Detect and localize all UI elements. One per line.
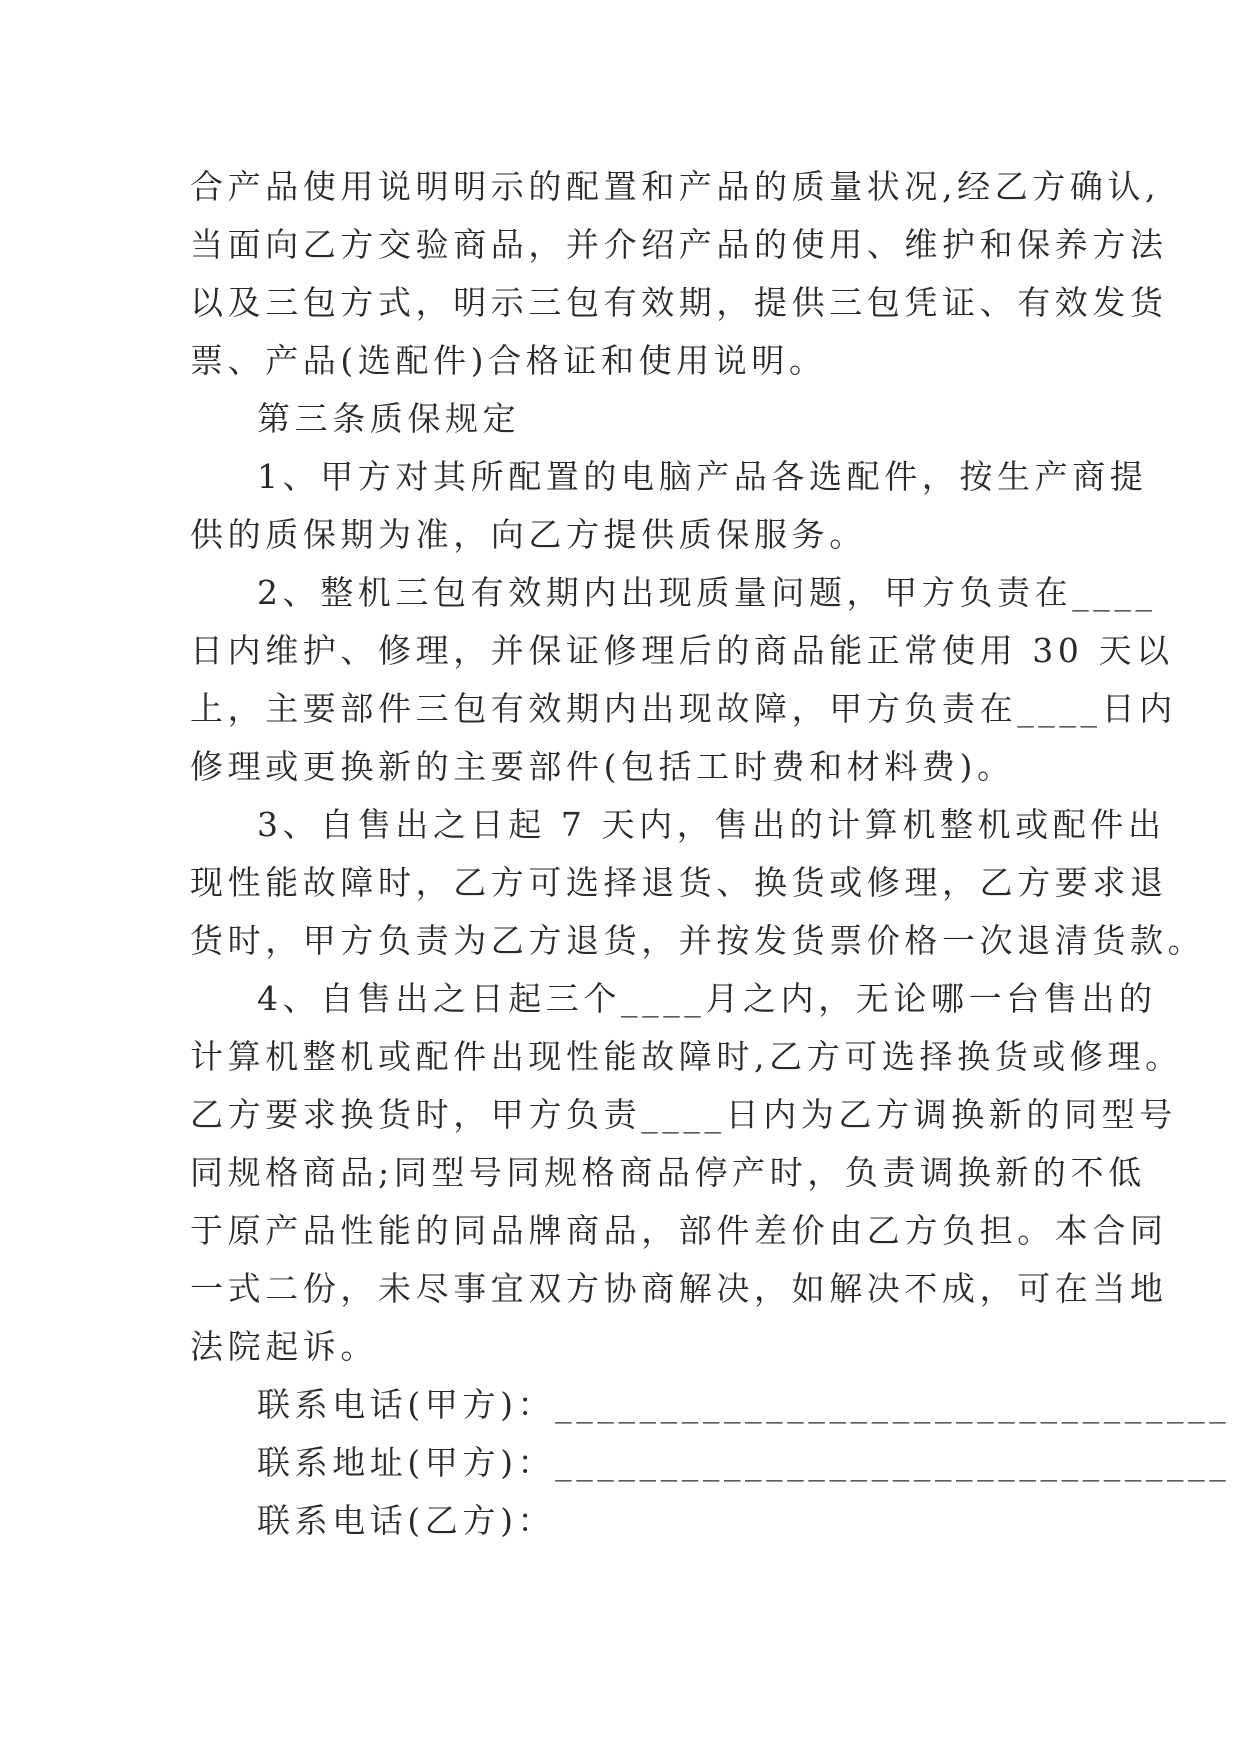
paragraph-line: 乙方要求换货时，甲方负责____日内为乙方调换新的同型号 xyxy=(190,1095,1177,1134)
paragraph-line: 现性能故障时，乙方可选择退货、换货或修理，乙方要求退 xyxy=(190,863,1168,902)
paragraph-line: 4、自售出之日起三个____月之内，无论哪一台售出的 xyxy=(257,979,1157,1018)
contact-address-party-a: 联系地址(甲方)：________________________________ xyxy=(257,1443,1231,1482)
paragraph-line: 于原产品性能的同品牌商品，部件差价由乙方负担。本合同 xyxy=(190,1211,1168,1250)
section-heading: 第三条质保规定 xyxy=(257,399,521,438)
paragraph-line: 修理或更换新的主要部件(包括工时费和材料费)。 xyxy=(190,747,1015,786)
paragraph-line: 合产品使用说明明示的配置和产品的质量状况,经乙方确认, xyxy=(190,167,1161,206)
paragraph-line: 同规格商品;同型号同规格商品停产时，负责调换新的不低 xyxy=(190,1153,1146,1192)
paragraph-line: 当面向乙方交验商品，并介绍产品的使用、维护和保养方法 xyxy=(190,225,1168,264)
paragraph-line: 一式二份，未尽事宜双方协商解决，如解决不成，可在当地 xyxy=(190,1269,1168,1308)
paragraph-line: 货时，甲方负责为乙方退货，并按发货票价格一次退清货款。 xyxy=(190,921,1206,960)
paragraph-line: 法院起诉。 xyxy=(190,1327,378,1366)
paragraph-line: 3、自售出之日起 7 天内，售出的计算机整机或配件出 xyxy=(257,805,1166,844)
contact-phone-party-b: 联系电话(乙方)： xyxy=(257,1501,556,1540)
paragraph-line: 票、产品(选配件)合格证和使用说明。 xyxy=(190,341,827,380)
contact-phone-party-a: 联系电话(甲方)：________________________________ xyxy=(257,1385,1231,1424)
paragraph-line: 上，主要部件三包有效期内出现故障，甲方负责在____日内 xyxy=(190,689,1177,728)
paragraph-line: 计算机整机或配件出现性能故障时,乙方可选择换货或修理。 xyxy=(190,1037,1183,1076)
paragraph-line: 日内维护、修理，并保证修理后的商品能正常使用 30 天以 xyxy=(190,631,1174,670)
paragraph-line: 1、甲方对其所配置的电脑产品各选配件，按生产商提 xyxy=(257,457,1148,496)
paragraph-line: 供的质保期为准，向乙方提供质保服务。 xyxy=(190,515,867,554)
paragraph-line: 以及三包方式，明示三包有效期，提供三包凭证、有效发货 xyxy=(190,283,1168,322)
paragraph-line: 2、整机三包有效期内出现质量问题，甲方负责在____ xyxy=(257,573,1157,612)
